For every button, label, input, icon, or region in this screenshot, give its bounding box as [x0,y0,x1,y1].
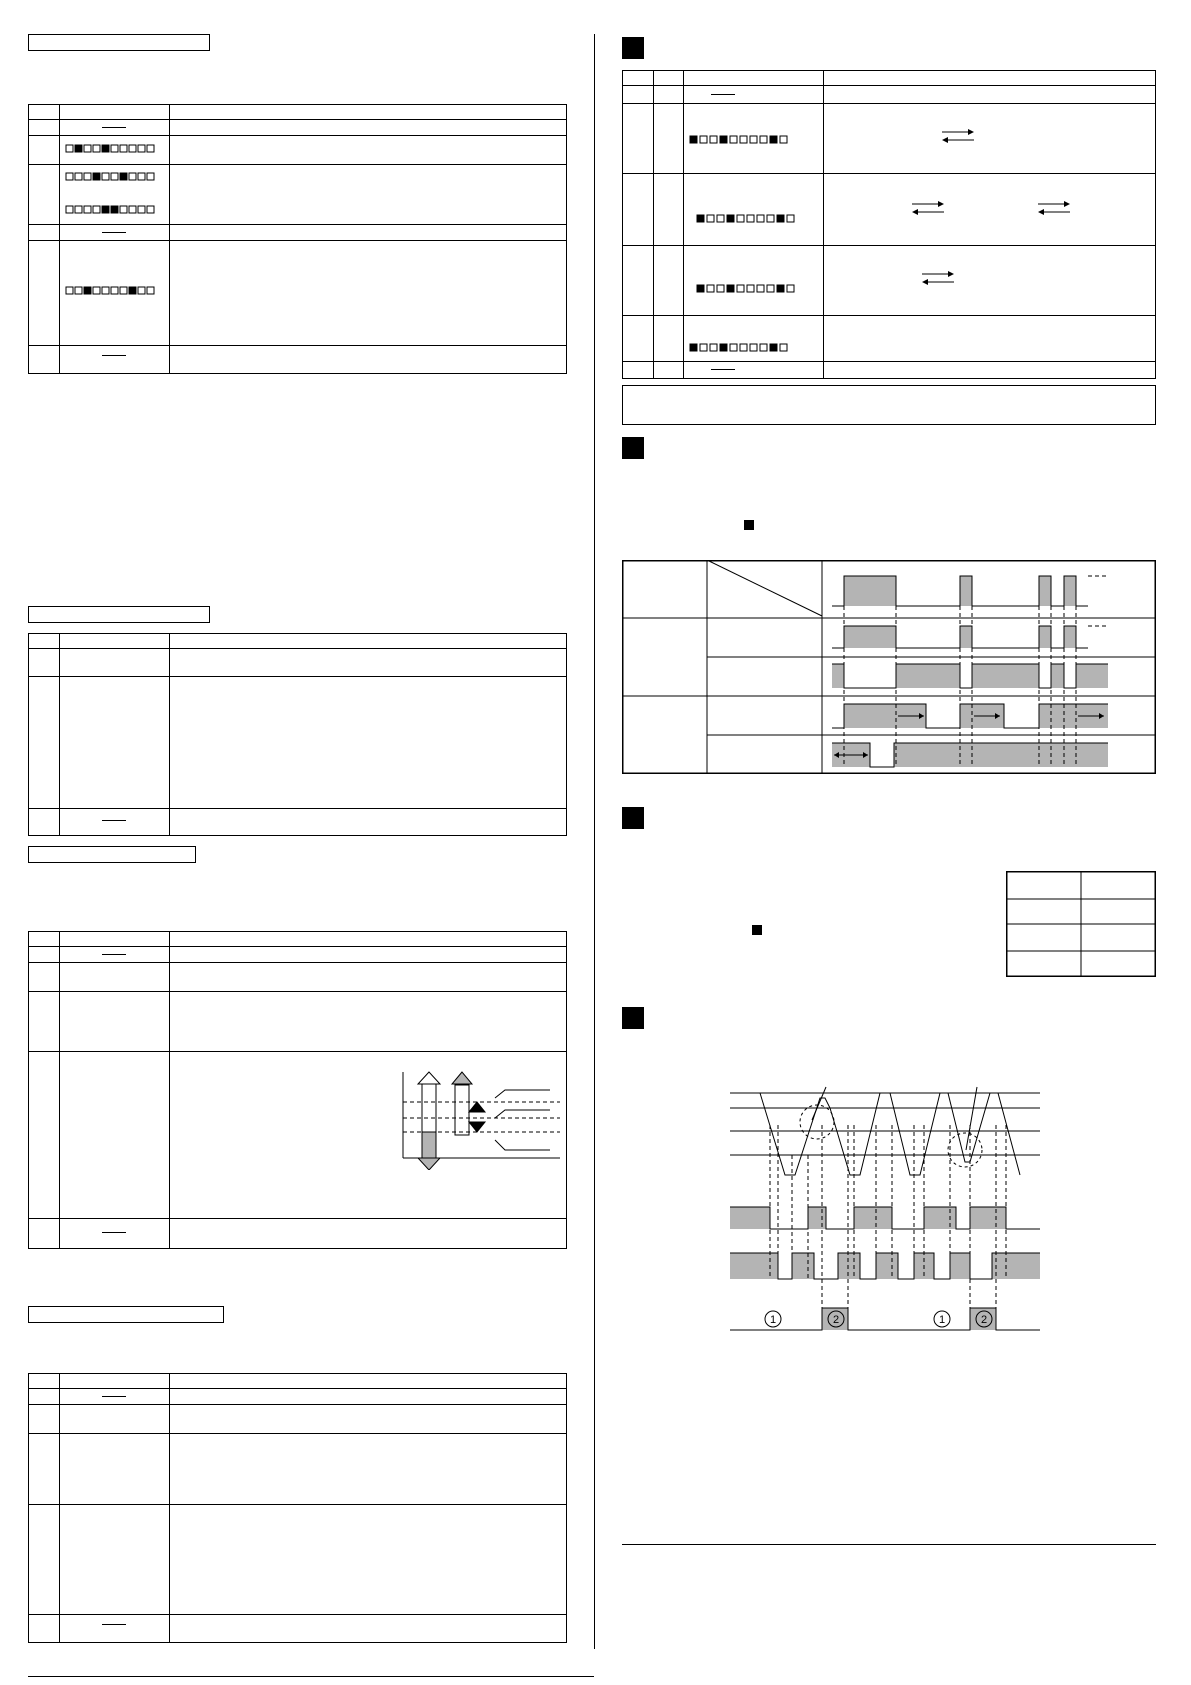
circle-label-4: 2 [980,1314,988,1326]
note-box [622,385,1156,425]
no-display-mark [102,954,126,955]
section-marker-b [622,437,644,459]
toggle-arrows [1036,200,1072,216]
waveform-row-1 [832,626,1108,648]
waveform-input [832,576,1108,606]
circle-label-1: 1 [769,1314,777,1326]
section-marker-d [622,1007,644,1029]
led-display-3 [66,204,166,218]
section-4-header [28,1306,224,1323]
inline-square-icon [744,520,754,530]
section-2-header [28,606,210,623]
no-display-mark [711,369,735,370]
no-display-mark [102,232,126,233]
led-display-2 [66,171,166,185]
output-wave-2 [730,1253,1040,1279]
led-display-4 [66,285,166,299]
no-display-mark [102,1232,126,1233]
toggle-arrows [910,200,946,216]
inline-square-icon [752,925,762,935]
setting-table-2 [28,633,567,836]
hysteresis-diagram [730,1065,1045,1340]
waveform-row-4 [832,743,1108,767]
section-1-header [28,34,210,51]
led-display-r2 [697,213,827,227]
led-display-r3 [697,283,827,297]
led-display-1 [66,143,166,157]
no-display-mark [711,94,735,95]
no-display-mark [102,1396,126,1397]
circle-label-2: 2 [832,1314,840,1326]
toggle-arrows [940,128,976,144]
small-table [1006,871,1156,977]
setting-table-4 [28,1373,567,1643]
output-wave-1 [730,1207,1040,1229]
hysteresis-band-diagram [370,1070,565,1170]
waveform-row-3 [832,704,1108,728]
waveform-row-2 [832,664,1108,688]
toggle-arrows [920,270,956,286]
no-display-mark [102,820,126,821]
no-display-mark [102,355,126,356]
section-marker-c [622,807,644,829]
footer-rule [622,1544,1156,1545]
led-display-r1 [690,134,820,148]
circle-label-3: 1 [938,1314,946,1326]
state-wave [730,1308,1040,1330]
section-3-header [28,846,196,863]
timing-table [622,560,1156,774]
column-divider [594,34,595,1649]
no-display-mark [102,127,126,128]
bottom-rule [28,1676,594,1677]
no-display-mark [102,1624,126,1625]
section-marker-a [622,37,644,59]
led-display-r4 [690,342,820,356]
